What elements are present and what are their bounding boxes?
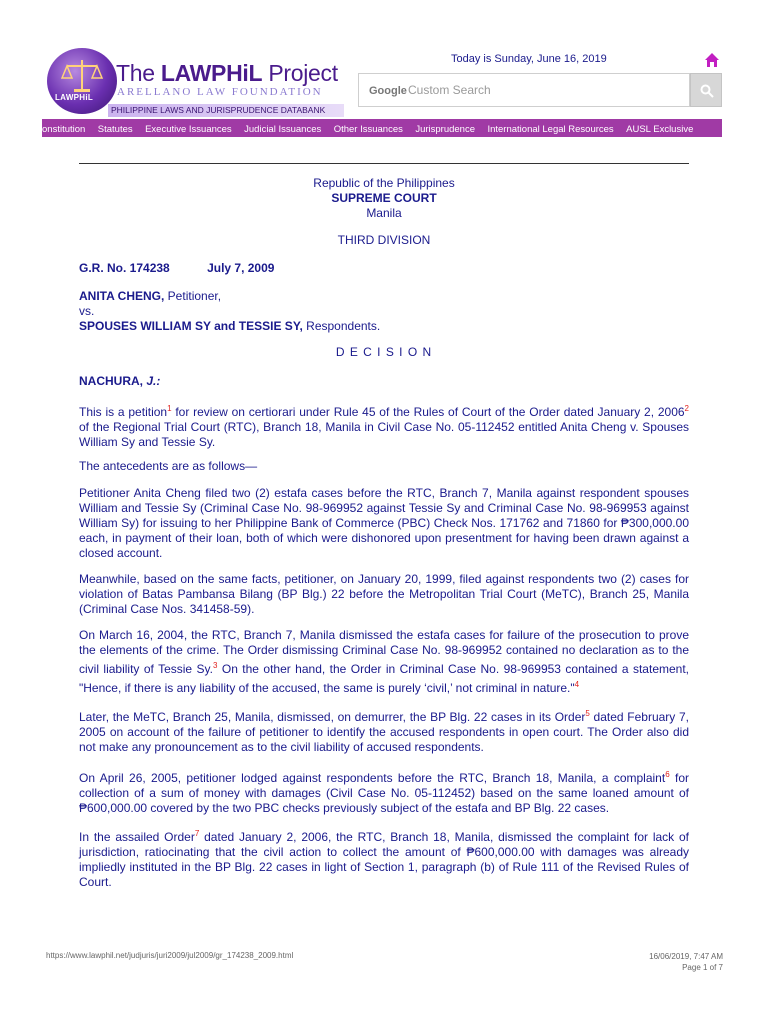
nav-executive-issuances[interactable]: Executive Issuances [145,124,232,135]
division-name: THIRD DIVISION [337,233,431,247]
paragraph-5: On March 16, 2004, the RTC, Branch 7, Manila dismissed the estafa cases for failure of the prosecution to prove the elements of the crime. The Order dismissing Criminal Case No. 98-969952 contained no declaration as to the civil liability of Tessie Sy.$^3$ On the other hand, the Order in Criminal Case No. 98-969953 contained a statement, "Hence, if there is any liability of the accused, the same is purely ‘civil,’ not criminal in nature."$^4$ [79,628,690,695]
scales-of-justice-icon [59,56,105,96]
print-url: https://www.lawphil.net/judjuris/juri2009/jul2009/gr_174238_2009.html [46,951,294,960]
parties: ANITA CHENG, Petitioner, vs. SPOUSES WILLIAM SY and TESSIE SY, Respondents. [79,289,381,333]
logo-badge: LAWPHiL [55,93,94,102]
nav-statutes[interactable]: Statutes [97,124,133,135]
divider [79,163,689,164]
tagline: PHILIPPINE LAWS AND JURISPRUDENCE DATABANK [111,105,326,115]
nav-jurisprudence[interactable]: Jurisprudence [415,124,475,135]
paragraph-7: On April 26, 2005, petitioner lodged against respondents before the RTC, Branch 18, Manila, a complaint$^6$ for collection of a sum of money with damages (Civil Case No. 05-112452) based on the same loaned amount of ₱600,000.00 covered by the two PBC checks previously subject of the estafa and BP Blg. 22 cases. [79,770,689,815]
footnote-link-7[interactable]: 7 [194,829,200,838]
republic-line: Republic of the Philippines [313,176,455,190]
decision-date: July 7, 2009 [207,261,275,275]
nav-international-legal-resources[interactable]: International Legal Resources [487,124,614,135]
footnote-link-5[interactable]: 5 [585,709,590,718]
case-number-line [79,261,689,276]
gr-number: G.R. No. 174238 [79,261,170,275]
today-date: Today is Sunday, June 16, 2019 [451,53,607,65]
nav-constitution[interactable]: onstitution [42,124,86,135]
footnote-link-4[interactable]: 4 [574,680,580,689]
search-icon [700,84,714,98]
home-icon[interactable] [704,52,720,68]
nav-other-issuances[interactable]: Other Issuances [333,124,403,135]
google-logo: Google [369,85,407,97]
foundation-name: ARELLANO LAW FOUNDATION [117,86,323,98]
footnote-link-1[interactable]: 1 [167,404,172,413]
nav-judicial-issuances[interactable]: Judicial Issuances [244,124,322,135]
print-datetime: 16/06/2019, 7:47 AM [649,952,723,961]
paragraph-4: Meanwhile, based on the same facts, petitioner, on January 20, 1999, filed against respondents two (2) cases for violation of Batas Pambansa Bilang (BP Blg.) 22 before the Metropolitan Trial Court (MeTC), Branch 25, Manila (Criminal Case Nos. 341458-59). [79,572,689,616]
paragraph-1: This is a petition$^1$ for review on certiorari under Rule 45 of the Rules of Court of the Order dated January 2, 2006$^2$ of the Regional Trial Court (RTC), Branch 18, Manila in Civil Case No. 05-112452 entitled Anita Cheng v. Spouses William Sy and Tessie Sy. [79,404,689,449]
paragraph-3: Petitioner Anita Cheng filed two (2) estafa cases before the RTC, Branch 7, Manila against respondent spouses William and Tessie Sy (Criminal Case No. 98-969952 against Tessie Sy and Criminal Case No. 98-969953 against William Sy) for issuing to her Philippine Bank of Commerce (PBC) Check Nos. 171762 and 71860 for ₱300,000.00 each, in payment of their loan, both of which were dishonored upon presentment for having been drawn against a closed account. [79,486,689,560]
paragraph-6: Later, the MeTC, Branch 25, Manila, dismissed, on demurrer, the BP Blg. 22 cases in its Order$^5$ dated February 7, 2005 on account of the failure of petitioner to identify the accused respondents in open court. The Order also did not make any pronouncement as to the civil liability of accused respondents. [79,709,689,754]
footnote-link-6[interactable]: 6 [665,770,670,779]
paragraph-8: In the assailed Order$^7$ dated January 2, 2006, the RTC, Branch 18, Manila, dismissed the complaint for lack of jurisdiction, ratiocinating that the civil action to collect the amount of ₱600,000.00 with damages was already impliedly instituted in the BP Blg. 22 cases in light of Section 1, paragraph (b) of Rule 111 of the Revised Rules of Court. [79,829,689,889]
main-nav [42,119,722,137]
page-number: Page 1 of 7 [682,963,723,972]
search-input[interactable] [408,81,678,99]
court-name: SUPREME COURT [331,191,437,205]
search-box [358,73,690,107]
paragraph-2: The antecedents are as follows— [79,459,258,473]
lawphil-logo[interactable] [47,48,117,114]
print-info [649,951,723,973]
search-button[interactable] [690,73,722,107]
tagline-strip [108,104,344,117]
ponente: NACHURA, J.: [79,374,161,388]
nav-ausl-exclusive[interactable]: AUSL Exclusive [626,124,694,135]
court-city: Manila [366,206,402,220]
decision-heading: D E C I S I O N [335,345,433,359]
site-title[interactable]: The LAWPHiL Project [116,60,338,86]
footnote-link-2[interactable]: 2 [684,404,689,413]
footnote-link-3[interactable]: 3 [212,661,218,670]
